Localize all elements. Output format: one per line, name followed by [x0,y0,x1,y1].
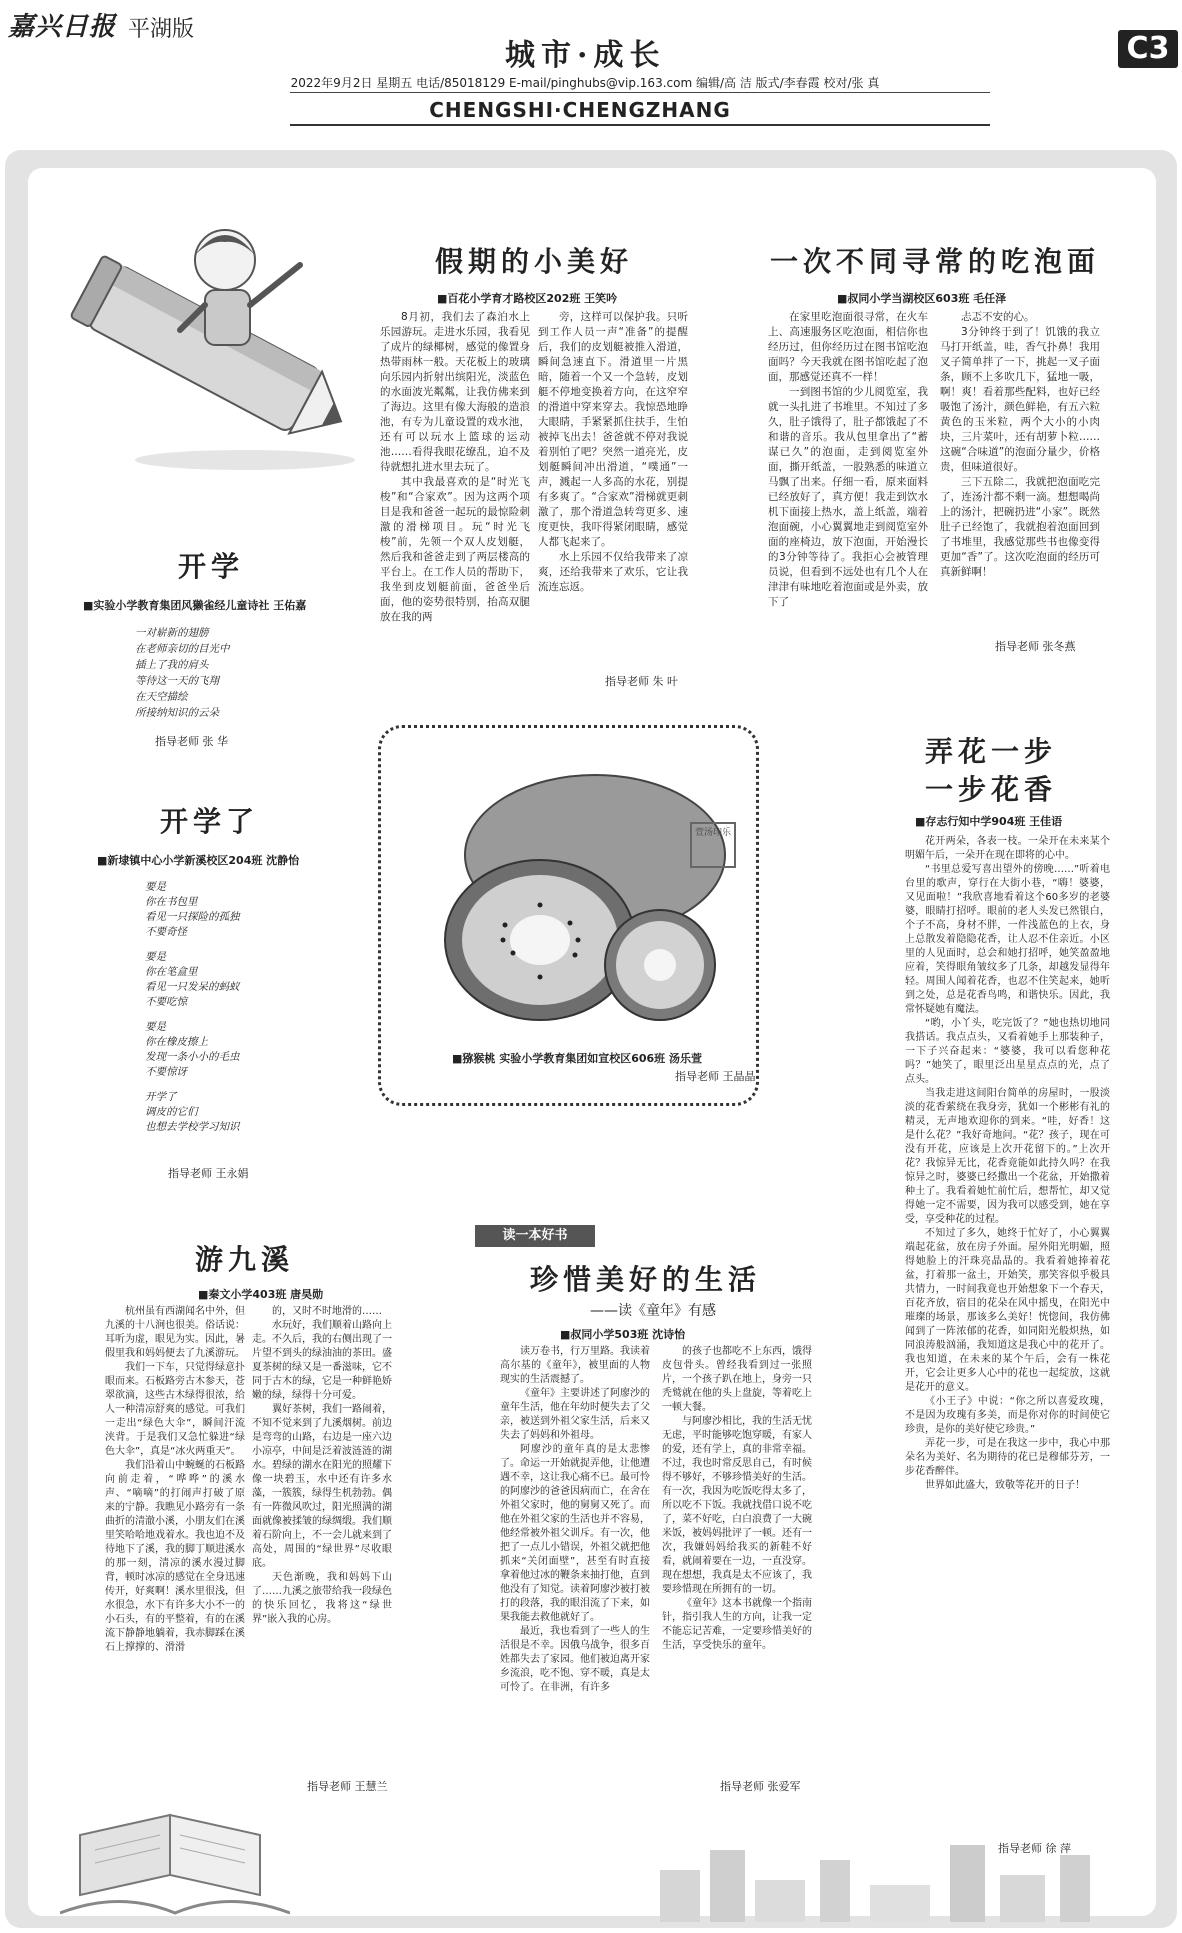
edition-label: 平湖版 [128,17,195,42]
caption-kiwi: ■猕猴桃 实验小学教育集团如宣校区606班 汤乐萱 [452,1052,703,1065]
teacher-jiuxi: 指导老师 王慧兰 [307,1780,388,1793]
paragraph: 我们沿着山中蜿蜒的石板路向前走着，“哗哗”的溪水声、“嘀嘀”的打闹声打破了原来的宁静。我瞧见小路旁有一条曲折的清澈小溪，小朋友们在溪里笑哈哈地戏着水。我也迫不及待地下了溪，我的脚丁顺进溪水的那一刻，清凉的溪水漫过脚背，顿时冰凉的感觉在全身迅速传开，好爽啊！溪水里很浅，但水很急，水下有许多大小不一的小石头，有的平整着，有的在溪流下静静地躺着，我赤脚踩在溪石上撑撑的、滑滑 [105,1460,245,1653]
teacher-nonghua: 指导老师 徐 萍 [998,1842,1071,1855]
poem-line: 开学了 [145,1091,177,1103]
byline-kaixuele: ■新埭镇中心小学新溪校区204班 沈静怡 [97,854,300,867]
poem-gap [145,940,240,950]
teacher-kiwi: 指导老师 王晶晶 [675,1070,756,1083]
article-subtitle-zhenxi: ——读《童年》有感 [590,1303,716,1319]
poem-line: 调皮的它们 [145,1106,198,1118]
poem-line: 不要奇怪 [145,926,187,938]
teacher-zhenxi: 指导老师 张爱军 [720,1780,801,1793]
open-book-illustration [60,1795,290,1920]
poem-kaixue [135,625,230,721]
newspaper-logo: 嘉兴日报 [8,12,117,42]
paragraph: 花开两朵，各表一枝。一朵开在未来某个明媚午后，一朵开在现在即将的心中。 [905,836,1110,861]
section-pinyin: CHENGSHI·CHENGZHANG [429,98,731,122]
poem-line: 看见一只探险的孤独 [145,911,240,923]
poem-line: 也想去学校学习知识 [145,1121,240,1133]
byline-kaixue: ■实验小学教育集团风獭雀经儿童诗社 王佑嘉 [83,599,307,612]
poem-line: 你在橡皮擦上 [145,1036,208,1048]
article-body-zhenxi-col1 [500,1345,650,1695]
article-title-paomian: 一次不同寻常的吃泡面 [770,245,1101,278]
paragraph: 忐忑不安的心。 [961,311,1035,323]
header-divider [290,92,990,93]
article-title-jiaqi: 假期的小美好 [435,245,634,278]
article-body-paomian-col1 [768,310,928,610]
byline-paomian: ■叔同小学当湖校区603班 毛任泽 [837,292,1007,305]
paragraph: 水玩好，我们顺着山路向上走。不久后，我的右侧出现了一片望不到头的绿油油的茶田。盛夏茶树的绿又是一番滋味，它不同于古木的绿，它是一种鲜艳娇嫩的绿，绿得十分可爱。 [252,1320,392,1401]
poem-line: 看见一只发呆的蚂蚁 [145,981,240,993]
article-body-paomian-col2 [940,310,1100,580]
article-body-jiaqi-col2 [538,310,688,595]
paragraph: 水上乐园不仅给我带来了凉爽，还给我带来了欢乐，它让我流连忘返。 [538,551,688,593]
poem-gap [145,1010,240,1020]
kiwi-drawing [395,745,735,1045]
paragraph: 一到图书馆的少儿阅览室，我就一头扎进了书堆里。不知过了多久，肚子饿得了，肚子都饿起了不和谐的音乐。我从包里拿出了“蓄谋已久”的泡面，走到阅览室外面，撕开纸盖，一股熟悉的味道立马飘了出来。仔细一看，原来面料已经放好了，真方便！我走到饮水机下面接上热水，盖上纸盖，端着泡面碗，小心翼翼地走到阅览室外面的座椅边，放下泡面，开始漫长的3分钟等待了。我拒心会被管理员说，但看到不远处也有几个人在津津有味地吃着泡面或是外卖，放下了 [768,386,928,608]
poem-kaixuele [145,880,240,1135]
poem-line: 你在书包里 [145,896,198,908]
article-body-nonghua [905,835,1110,1493]
city-skyline-illustration [640,1830,1140,1922]
poem-line: 插上了我的肩头 [135,659,209,671]
article-title-kaixuele: 开学了 [160,805,260,838]
artist-seal: 萱汤印乐 [690,822,736,868]
poem-line: 等待这一天的飞翔 [135,675,219,687]
article-title-jiuxi: 游九溪 [195,1243,295,1276]
poem-line: 你在笔盒里 [145,966,198,978]
paragraph: 三下五除二，我就把泡面吃完了，连汤汁都不剩一滴。想想喝尚上的汤汁，把碗扔进“小家”。既然肚子已经饱了，我就抱着泡面回到了书堆里，我感觉那些书也像变得更加“香”了。这次吃泡面的经历可真新鲜啊！ [940,476,1100,578]
poem-line: 要是 [145,881,166,893]
paragraph: 翼好茶树，我们一路闹着，不知不觉来到了九溪烟树。前边是弯弯的山路，右边是一座六边小凉亭，中间是泛着波涟涟的湖水。碧绿的湖水在阳光的照耀下像一块碧玉，水中还有许多水藻，一簇簇，绿得生机勃勃。偶有一阵微风吹过，阳光照满的湖面就像被揉皱的绿绸缎。我们顺着石阶向上，不一会儿就来到了高处，周围的“绿世界”尽收眼底。 [252,1404,392,1569]
page-number-badge: C3 [1118,30,1178,68]
poem-gap [145,1080,240,1090]
byline-zhenxi: ■叔同小学503班 沈诗怡 [560,1328,686,1341]
byline-jiaqi: ■百花小学育才路校区202班 王笑吟 [437,292,618,305]
header-divider-thick [290,124,990,126]
teacher-paomian: 指导老师 张冬燕 [995,640,1076,653]
paragraph: 《童年》主要讲述了阿廖沙的童年生活，他在年幼时便失去了父亲，被送到外祖父家生活，后来又失去了妈妈和外祖母。 [500,1388,650,1441]
paragraph: 《小王子》中说：“你之所以喜爱玫瑰，不是因为玫瑰有多美，而是你对你的时间使它珍贵，是你的美好使它珍贵。” [905,1396,1110,1435]
section-title: 城市·成长 [505,38,666,73]
paragraph: 世界如此盛大，致敬等花开的日子！ [925,1480,1085,1491]
paragraph: 的孩子也都吃不上东西，饿得皮包骨头。曾经我看到过一张照片，一个孩子趴在地上，身旁一只秃鹫就在他的头上盘旋，等着吃上一顿大餐。 [662,1346,812,1413]
article-body-jiuxi-col1 [105,1305,245,1655]
poem-line: 不要吃惊 [145,996,187,1008]
byline-nonghua: ■存志行知中学904班 王佳语 [915,815,1063,828]
paragraph: 读万卷书，行万里路。我读着高尔基的《童年》，被里面的人物现实的生活震撼了。 [500,1346,650,1385]
article-body-jiuxi-col2 [252,1305,392,1627]
article-title-nonghua-2: 一步花香 [925,773,1058,806]
paragraph: 当我走进这间阳台简单的房屋时，一股淡淡的花香萦绕在我身旁，犹如一个彬彬有礼的精灵，无声地欢迎你的到来。“哇，好香！这是什么花？”我好奇地问。“花？孩子，现在可没有开花，应该是上次开花留下的。”上次开花？我惊异无比，花香竟能如此持久吗？在我惊异之时，婆婆已经撒出一个花盆，开始撒着种土了。我看着她忙前忙后，想帮忙，却又觉得她一定不需要，因为我可以感受到，她在享受，享受种花的过程。 [905,1088,1110,1225]
paragraph: “哟，小丫头，吃完饭了？”她也热切地同我搭话。我点点头，又看着她手上那装种子，一下子兴奋起来：“婆婆，我可以看您种花吗？”她笑了，眼里泛出星星点点的光，点了点头。 [905,1018,1110,1085]
teacher-kaixuele: 指导老师 王永娟 [168,1167,249,1180]
poem-line: 要是 [145,1021,166,1033]
paragraph: 天色渐晚，我和妈妈下山了……九溪之旅带给我一段绿色的快乐回忆，我将这“绿世界”嵌入我的心房。 [252,1572,392,1625]
paragraph: 弄花一步，可是在我这一步中，我心中那朵名为美好、名为期待的花已是穆郁芬芳，一步花香醉伴。 [905,1438,1110,1477]
poem-line: 不要惊讶 [145,1066,187,1078]
section-tag-book-review: 读一本好书 [475,1225,595,1247]
paragraph: 其中我最喜欢的是“时光飞梭”和“合家欢”。因为这两个项目是我和爸爸一起玩的最惊险刺激的滑梯项目。玩“时光飞梭”前，先领一个双人皮划艇，然后我和爸爸走到了两层楼高的平台上。在工作人员的帮助下，我坐到皮划艇前面，爸爸坐后面，他的姿势很特别，抬高双腿放在我的两 [380,476,530,623]
paragraph: 我们一下车，只觉得绿意扑眼而来。石板路旁古木参天，苍翠欲滴，这些古木绿得很浓，给人一种清凉舒爽的感觉。可我们一走出“绿色大伞”，瞬间汗流浃背。于是我们又急忙躲进“绿色大伞”，真是“冰火两重天”。 [105,1362,245,1457]
paragraph: 不知过了多久，她终于忙好了，小心翼翼端起花盆，放在房子外面。屋外阳光明媚，照得她脸上的汗珠亮晶晶的。我看着她捧着花盆，打着那一盆土，开始笑，那笑容似乎极具共情力，一时间我竟也开始想象下一个春天，百花齐放，宿目的花朵在风中摇曳，在阳光中璀璨的场景，那该多么美好！恍惚间，我仿佛闻到了一阵浓郁的花香，如同阳光般炽热，如同浪涛般汹涌，我知道这是我心中的花开了。我也知道，在未来的某个午后，会有一株花开，它会让更多人心中的花也一起绽放，这就是花开的意义。 [905,1228,1110,1393]
paragraph: 杭州虽有西湖闻名中外，但九溪的十八涧也很美。俗话说：耳听为虚，眼见为实。因此，暑假里我和妈妈便去了九溪游玩。 [105,1306,245,1359]
paragraph: 8月初，我们去了森泊水上乐园游玩。走进水乐园，我看见了成片的绿椰树，感觉的像置身热带雨林一般。天花板上的玻璃向乐园内折射出缤阳光，淡蓝色的水面波光粼粼，让我仿佛来到了海边。这里有像大海般的造浪池，有专为儿童设置的戏水池，还有可以玩水上篮球的运动池……看得我眼花缭乱，迫不及待就想扎进水里去玩了。 [380,311,530,473]
paragraph: 的，又时不时地滑的…… [272,1306,382,1317]
paragraph: “书里总爱写喜出望外的傍晚……”听着电台里的歌声，穿行在大街小巷，“嗨！婆婆，又见面啦！”我欣喜地看着这个60多岁的老婆婆，眼睛打招呼。眼前的老人头发已然银白，个子不高，身材不胖，一件浅蓝色的上衣，身上总散发着隐隐花香，让人忍不住亲近。小区里的人见面时，总会和她打招呼，她笑盈盈地应着，笑得眼角皱纹多了几条，却越发显得年轻。周围人闻着花香，也忍不住笑起来，她听到之处，总是花香鸟鸣，和谐快乐。因此，我常怀疑她有魔法。 [905,864,1110,1015]
poem-line: 在天空描绘 [135,691,188,703]
poem-line: 发现一条小小的毛虫 [145,1051,240,1063]
article-title-nonghua-1: 弄花一步 [925,735,1058,768]
article-title-zhenxi: 珍惜美好的生活 [530,1263,762,1296]
poem-line: 要是 [145,951,166,963]
teacher-jiaqi: 指导老师 朱 叶 [605,675,678,688]
paragraph: 在家里吃泡面很寻常，在火车上、高速服务区吃泡面，相信你也经历过，但你经历过在图书馆吃泡面吗？今天我就在图书馆吃起了泡面，那感觉还真不一样！ [768,311,928,383]
paragraph: 旁，这样可以保护我。只听到工作人员一声“准备”的提醒后，我们的皮划艇被推入滑道，瞬间急速直下。滑道里一片黑暗，随着一个又一个急转，皮划艇不停地变换着方向，在这窄窄的滑道中穿来穿去。我惊恐地睁大眼睛，手紧紧抓住扶手，生怕被掉飞出去！爸爸就不停对我说着别怕了吧？突然一道亮光，皮划艇瞬间冲出滑道，“噗通”一声，溅起一人多高的水花，别提有多爽了。“合家欢”滑梯就更刺激了，那个滑道急转弯更多、速度更快，我吓得紧闭眼睛，感觉人都飞起来了。 [538,311,688,548]
paragraph: 《童年》这本书就像一个指南针，指引我人生的方向，让我一定不能忘记苦难，一定要珍惜美好的生活，享受快乐的童年。 [662,1598,812,1651]
paragraph: 与阿廖沙相比，我的生活无忧无虑，平时能够吃饱穿暖，有家人的爱，还有学上，真的非常幸福。不过，我也时常反思自己，有时候得不够好，不够珍惜美好的生活。有一次，我因为吃饭吃得太多了，所以吃不下饭。我就找借口说不吃了，菜不好吃，白白浪费了一大碗米饭，被妈妈批评了一顿。还有一次，我嫌妈妈给我买的新鞋不好看，就闹着要在一边，一直没穿。现在想想，我真是太不应该了，我要珍惜现在所拥有的一切。 [662,1416,812,1595]
article-body-zhenxi-col2 [662,1345,812,1653]
paragraph: 3分钟终于到了！饥饿的我立马打开纸盖，哇，香气扑鼻！我用叉子简单拌了一下，挑起一叉子面条，顾不上多吹几下，猛地一吸，啊！爽！看着那些配料，也好已经吸饱了汤汁，颜色鲜艳，有五六粒黄色的玉米粒，两个大小的小肉块，三片菜叶，还有胡萝卜粒……这碗“合味道”的泡面分量少，价格贵，但味道很好。 [940,326,1100,473]
poem-line: 一对崭新的翅膀 [135,627,209,639]
poem-line: 在老师亲切的目光中 [135,643,230,655]
boy-on-pencil-rocket-illustration [55,210,375,475]
byline-jiuxi: ■秦文小学403班 唐昊勋 [198,1288,324,1301]
article-title-kaixue: 开学 [178,550,245,583]
paragraph: 阿廖沙的童年真的是太悲惨了。命运一开始就捉弄他，让他遭遇不幸，这让我心痛不已。最可怜的阿廖沙的爸爸因病而亡，在舍在外祖父家时，他的舅舅又死了。而他在外祖父家的生活也并不容易，他经常被外祖父训斥。有一次，他把了一点儿小错误，外祖父就把他抓来“关闭面壁”，甚至有时直接拿着他过冰的鞭条来抽打他，直到他没有了知觉。读着阿廖沙被打被打的段落，我的眼泪流了下来，如果我能去救他就好了。 [500,1444,650,1623]
poem-line: 所接纳知识的云朵 [135,707,219,719]
header-info: 2022年9月2日 星期五 电话/85018129 E-mail/pinghubs@vip.163.com 编辑/高 洁 版式/李春霞 校对/张 真 [290,76,880,90]
paragraph: 最近，我也看到了一些人的生活很是不幸。因俄乌战争，很多百姓都失去了家园。他们被迫离开家乡流浪，吃不饱、穿不暖，真是太可怜了。在非洲，有许多 [500,1626,650,1693]
article-body-jiaqi-col1 [380,310,530,625]
teacher-kaixue: 指导老师 张 华 [155,735,228,748]
